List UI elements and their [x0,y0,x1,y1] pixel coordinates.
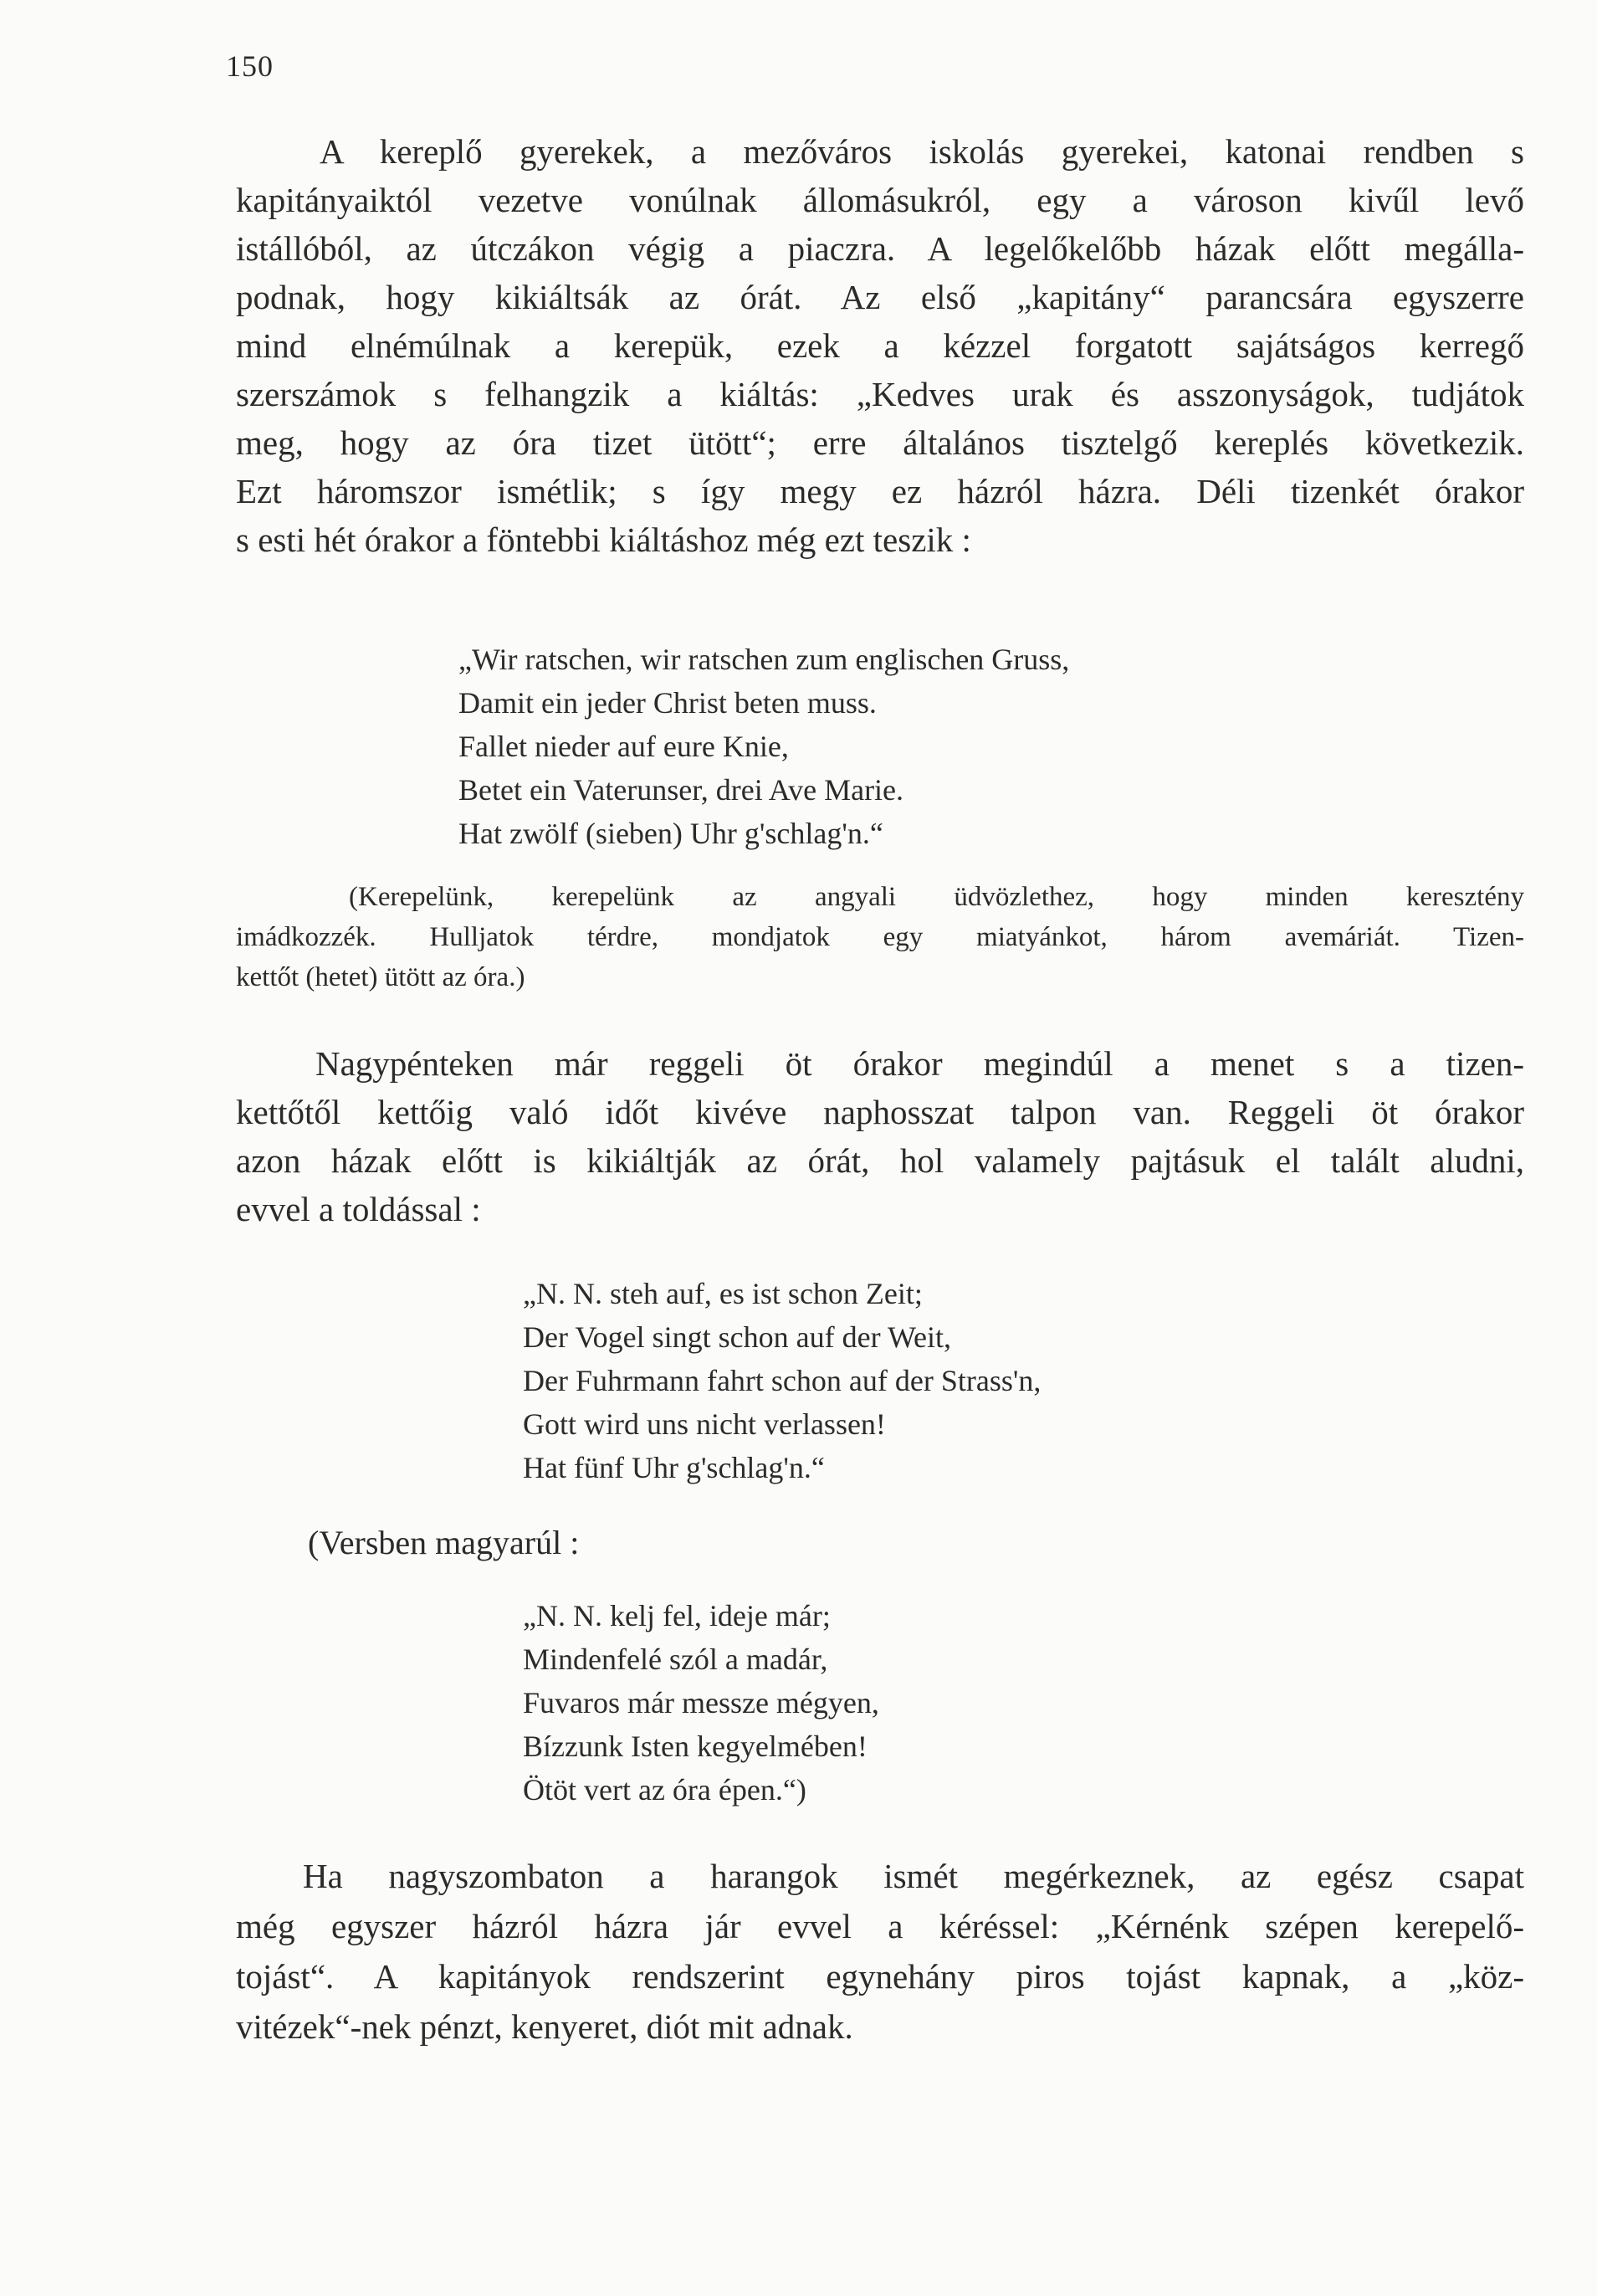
translation-intro: (Versben magyarúl : [308,1524,580,1561]
text-line: mind elnémúlnak a kerepük, ezek a kézzel forgatott sajátságos kerregő [236,326,1524,365]
text-line: imádkozzék. Hulljatok térdre, mondjatok egy miatyánkot, három avemáriát. Tizen- [236,922,1524,952]
verse-line: Hat zwölf (sieben) Uhr g'schlag'n.“ [458,817,883,850]
verse-line: Mindenfelé szól a madár, [523,1643,828,1676]
verse-line: „Wir ratschen, wir ratschen zum englischen Gruss, [458,643,1070,676]
verse-line: Betet ein Vaterunser, drei Ave Marie. [458,773,904,807]
verse-line: „N. N. kelj fel, ideje már; [523,1599,831,1632]
text-line: még egyszer házról házra jár evvel a kéréssel: „Kérnénk szépen kerepelő- [236,1907,1524,1945]
text-line: A kereplő gyerekek, a mezőváros iskolás gyerekei, katonai rendben s [320,132,1524,171]
verse-line: Fallet nieder auf eure Knie, [458,730,789,763]
text-line: kettőtől kettőig való időt kivéve naphosszat talpon van. Reggeli öt órakor [236,1093,1524,1131]
verse-line: Fuvaros már messze mégyen, [523,1686,879,1719]
page-number: 150 [226,49,274,83]
verse-line: Der Fuhrmann fahrt schon auf der Strass'n, [523,1364,1042,1397]
text-line: vitézek“-nek pénzt, kenyeret, diót mit adnak. [236,2007,853,2046]
verse-line: „N. N. steh auf, es ist schon Zeit; [523,1277,923,1310]
text-line: Ha nagyszombaton a harangok ismét megérkeznek, az egész csapat [303,1857,1524,1895]
verse-line: Damit ein jeder Christ beten muss. [458,686,877,720]
verse-line: Der Vogel singt schon auf der Weit, [523,1320,952,1354]
text-line: evvel a toldással : [236,1190,481,1228]
hungarian-verse-kelj-fel [523,1594,879,1812]
paragraph-nagyszombaton [236,1851,1524,2052]
text-line: meg, hogy az óra tizet ütött“; erre általános tisztelgő kereplés következik. [236,423,1524,462]
paragraph-nagypenteken [236,1039,1524,1233]
german-verse-steh-auf [523,1272,1041,1489]
text-line: kettőt (hetet) ütött az óra.) [236,962,525,992]
verse-line: Bízzunk Isten kegyelmében! [523,1730,868,1763]
text-line: podnak, hogy kikiáltsák az órát. Az első „kapitány“ parancsára egyszerre [236,278,1524,316]
text-line: kapitányaiktól vezetve vonúlnak állomásukról, egy a városon kivűl levő [236,181,1524,219]
verse-line: Hat fünf Uhr g'schlag'n.“ [523,1451,825,1484]
text-line: tojást“. A kapitányok rendszerint egynehány piros tojást kapnak, a „köz- [236,1957,1524,1996]
text-line: (Kerepelünk, kerepelünk az angyali üdvözlethez, hogy minden keresztény [349,882,1524,912]
german-verse-ratschen [458,638,1069,855]
text-line: szerszámok s felhangzik a kiáltás: „Kedves urak és asszonyságok, tudjátok [236,375,1524,413]
text-line: istállóból, az útczákon végig a piaczra. A legelőkelőbb házak előtt megálla- [236,229,1524,268]
text-line: azon házak előtt is kikiáltják az órát, hol valamely pajtásuk el talált aludni, [236,1141,1524,1180]
paragraph-kereplo-gyerekek [236,127,1524,564]
text-line: s esti hét órakor a föntebbi kiáltáshoz még ezt teszik : [236,520,971,559]
text-line: Ezt háromszor ismétlik; s így megy ez házról házra. Déli tizenkét órakor [236,472,1524,510]
verse-line: Gott wird uns nicht verlassen! [523,1407,886,1441]
verse-line: Ötöt vert az óra épen.“) [523,1773,806,1807]
translation-note [236,877,1524,997]
text-line: Nagypénteken már reggeli öt órakor megindúl a menet s a tizen- [315,1044,1524,1083]
